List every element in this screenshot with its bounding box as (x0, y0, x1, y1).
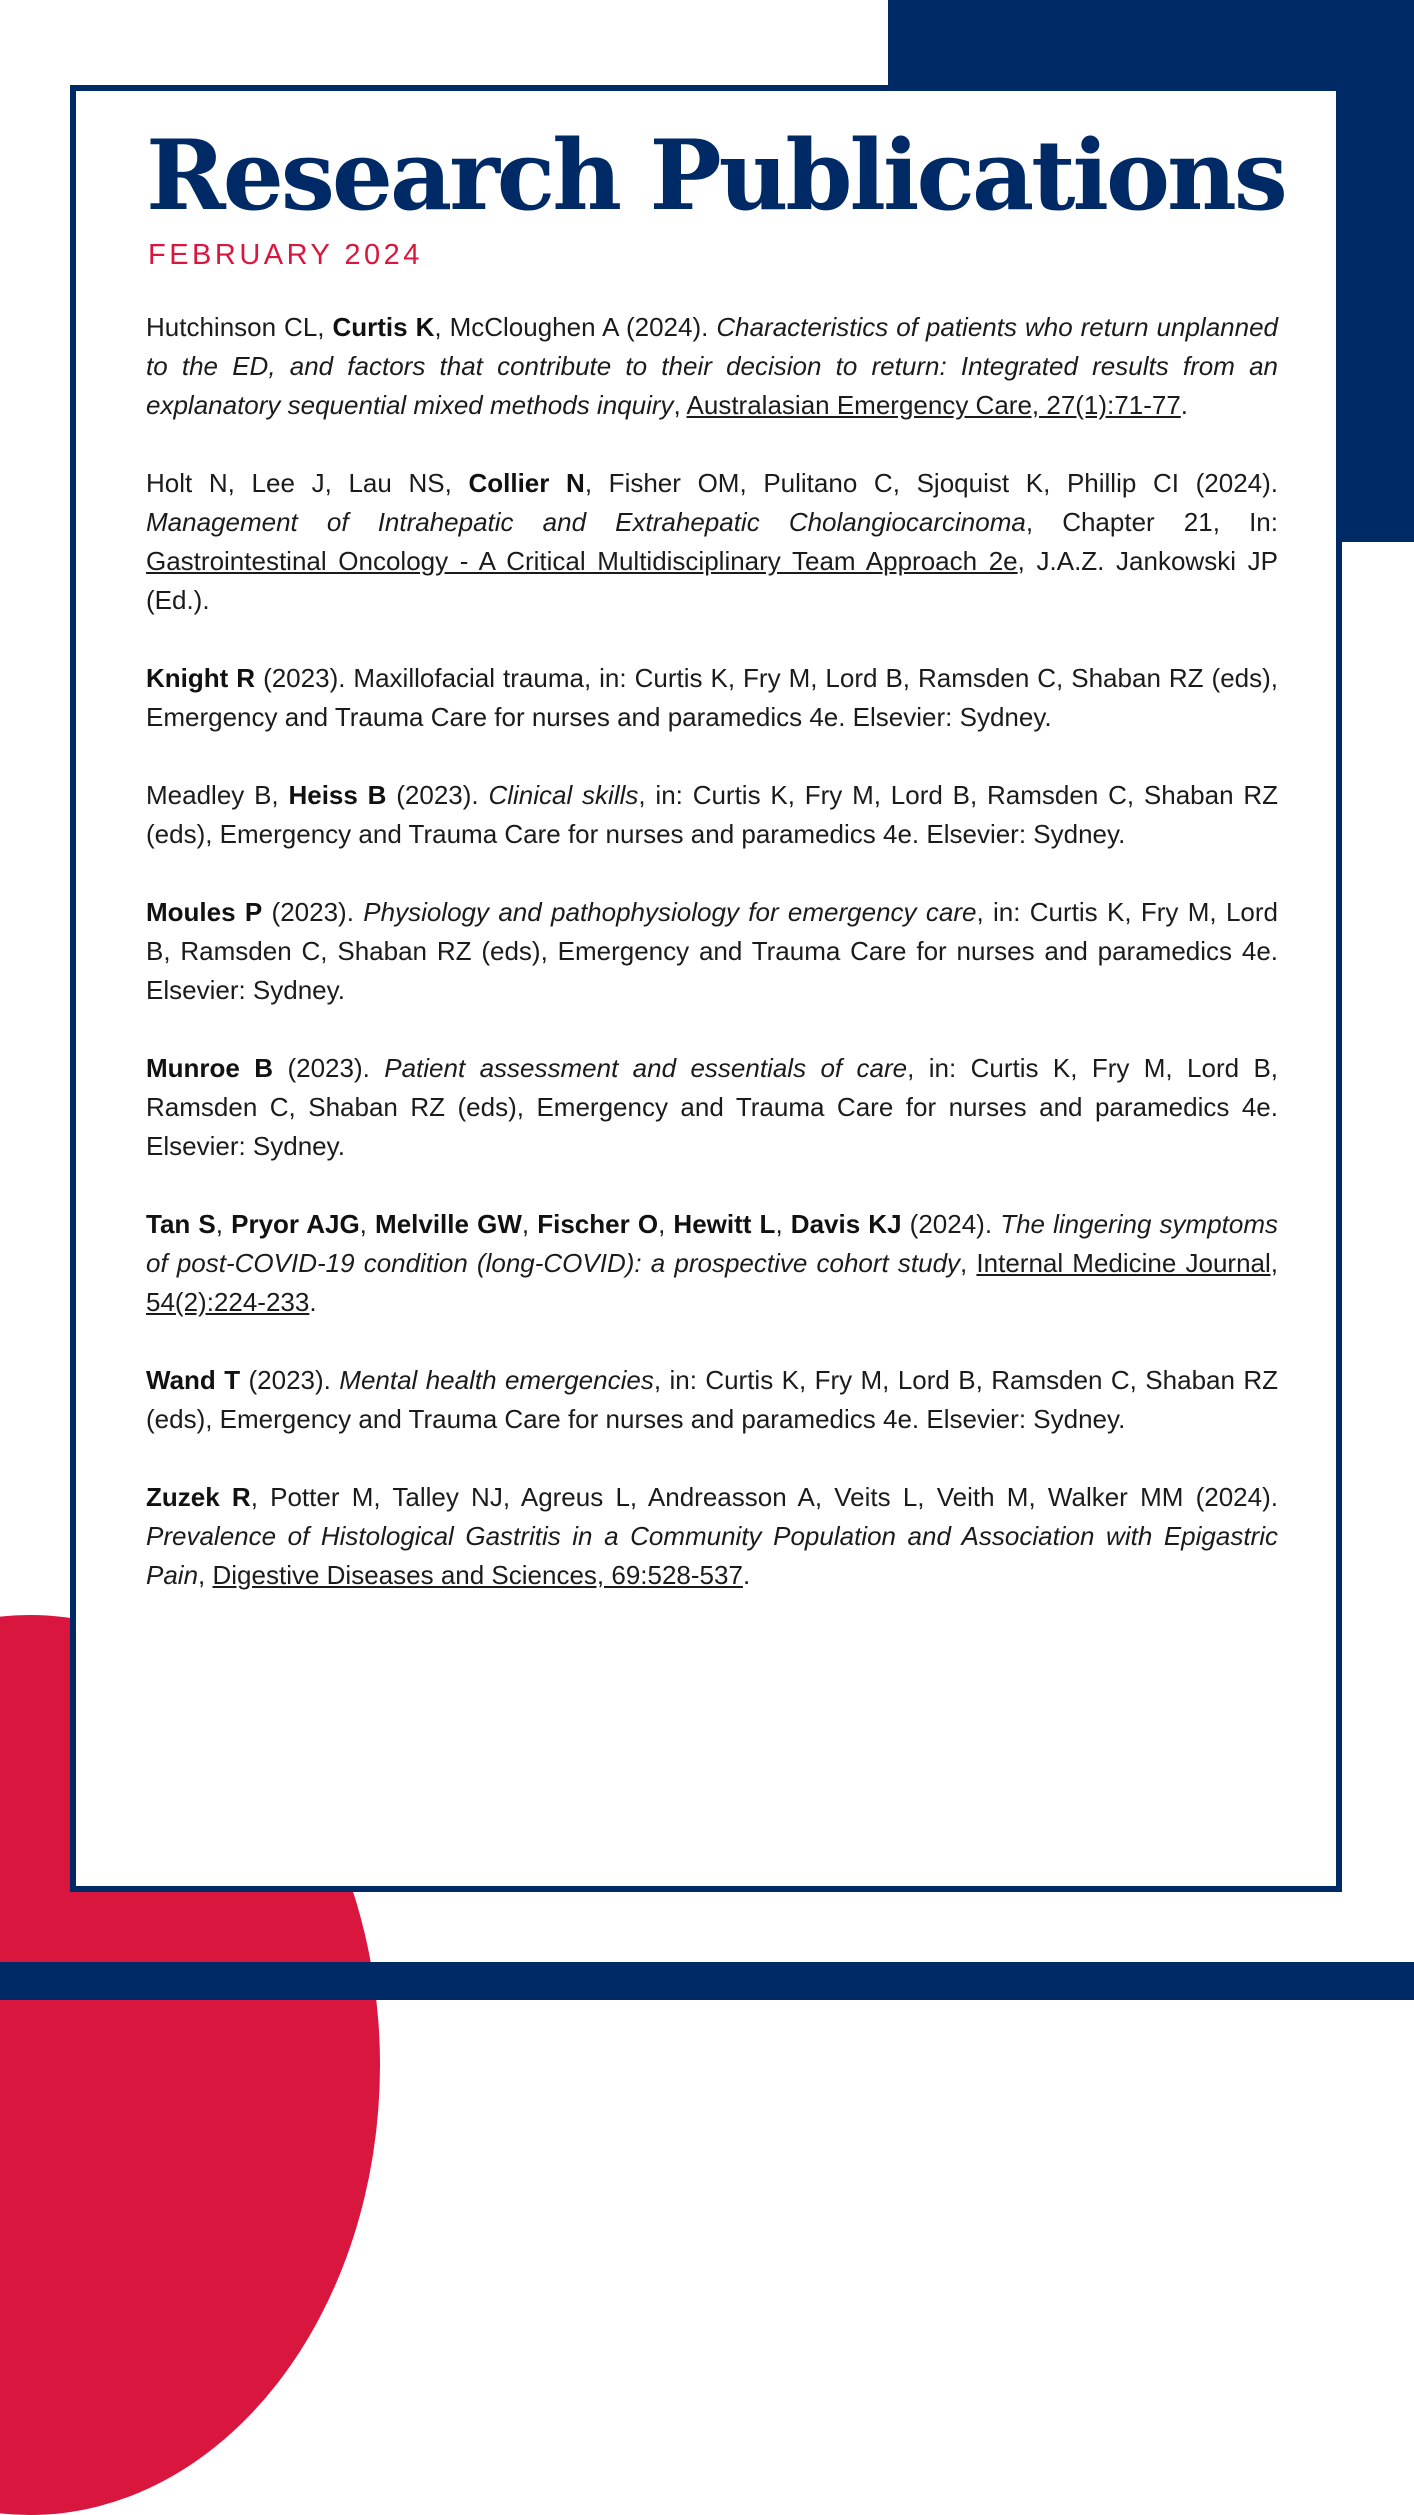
page-subtitle: FEBRUARY 2024 (148, 239, 423, 271)
highlighted-author: Melville GW (375, 1209, 522, 1239)
publication-item: Tan S, Pryor AJG, Melville GW, Fischer O, Hewitt L, Davis KJ (2024). The lingering symptoms of post-COVID-19 condition (long-COVID): a prospective cohort study, Internal Medicine Journal, 54(2):224-233. (146, 1209, 1278, 1317)
publication-item: Munroe B (2023). Patient assessment and essentials of care, in: Curtis K, Fry M, Lord B, Ramsden C, Shaban RZ (eds), Emergency and Trauma Care for nurses and paramedics 4e. Elsevier: Sydney. (146, 1053, 1279, 1161)
highlighted-author: Davis KJ (790, 1209, 902, 1239)
highlighted-author: Heiss B (288, 780, 387, 810)
publication-item: Wand T (2023). Mental health emergencies, in: Curtis K, Fry M, Lord B, Ramsden C, Shaban RZ (eds), Emergency and Trauma Care for nurses and paramedics 4e. Elsevier: Sydney. (146, 1365, 1279, 1434)
page-title: Research Publications (146, 119, 1285, 232)
highlighted-author: Knight R (146, 663, 256, 693)
publication-title: Patient assessment and essentials of care (384, 1053, 908, 1083)
page-content (146, 111, 1285, 1634)
publication-title: Management of Intrahepatic and Extrahepatic Cholangiocarcinoma (146, 507, 1026, 537)
decorative-navy-band (0, 1962, 1414, 2000)
journal-link[interactable]: Internal Medicine Journal, 54(2):224-233 (146, 1248, 1278, 1317)
highlighted-author: Pryor AJG (231, 1209, 360, 1239)
publication-title: Physiology and pathophysiology for emergency care (363, 897, 977, 927)
journal-link[interactable]: Australasian Emergency Care, 27(1):71-77 (686, 390, 1181, 420)
publication-title: Clinical skills (488, 780, 639, 810)
publication-item: Holt N, Lee J, Lau NS, Collier N, Fisher OM, Pulitano C, Sjoquist K, Phillip CI (2024). Management of Intrahepatic and Extrahepatic Cholangiocarcinoma, Chapter 21, In: Gastrointestinal Oncology - A Critical Multidisciplinary Team Approach 2e, J.A.Z. Jankowski JP (Ed.). (146, 468, 1278, 615)
publication-item: Meadley B, Heiss B (2023). Clinical skills, in: Curtis K, Fry M, Lord B, Ramsden C, Shaban RZ (eds), Emergency and Trauma Care for nurses and paramedics 4e. Elsevier: Sydney. (146, 780, 1279, 849)
highlighted-author: Fischer O (537, 1209, 659, 1239)
publication-item: Knight R (2023). Maxillofacial trauma, in: Curtis K, Fry M, Lord B, Ramsden C, Shaban RZ (eds), Emergency and Trauma Care for nurses and paramedics 4e. Elsevier: Sydney. (146, 663, 1278, 732)
highlighted-author: Hewitt L (673, 1209, 776, 1239)
publication-item: Moules P (2023). Physiology and pathophysiology for emergency care, in: Curtis K, Fry M, Lord B, Ramsden C, Shaban RZ (eds), Emergency and Trauma Care for nurses and paramedics 4e. Elsevier: Sydney. (146, 897, 1278, 1005)
highlighted-author: Curtis K (332, 312, 435, 342)
publication-title: Mental health emergencies (339, 1365, 654, 1395)
publication-list (146, 308, 1278, 1595)
publication-title: Characteristics of patients who return unplanned to the ED, and factors that contribute to their decision to return: Integrated results from an explanatory sequential mixed methods inquiry (146, 312, 1278, 420)
publication-item: Hutchinson CL, Curtis K, McCloughen A (2024). Characteristics of patients who return unplanned to the ED, and factors that contribute to their decision to return: Integrated results from an explanatory sequential mixed methods inquiry, Australasian Emergency Care, 27(1):71-77. (146, 312, 1278, 420)
highlighted-author: Tan S (146, 1209, 216, 1239)
content-frame (70, 85, 1342, 1892)
highlighted-author: Zuzek R (146, 1482, 251, 1512)
publication-title: Prevalence of Histological Gastritis in a Community Population and Association with Epigastric Pain (146, 1521, 1278, 1590)
highlighted-author: Munroe B (146, 1053, 274, 1083)
book-link[interactable]: Gastrointestinal Oncology - A Critical Multidisciplinary Team Approach 2e (146, 546, 1018, 576)
highlighted-author: Moules P (146, 897, 263, 927)
publication-title: The lingering symptoms of post-COVID-19 condition (long-COVID): a prospective cohort study (146, 1209, 1278, 1278)
journal-link[interactable]: Digestive Diseases and Sciences, 69:528-537 (212, 1560, 743, 1590)
publication-item: Zuzek R, Potter M, Talley NJ, Agreus L, Andreasson A, Veits L, Veith M, Walker MM (2024). Prevalence of Histological Gastritis in a Community Population and Association with Epigastric Pain, Digestive Diseases and Sciences, 69:528-537. (146, 1482, 1278, 1590)
highlighted-author: Collier N (468, 468, 585, 498)
highlighted-author: Wand T (146, 1365, 241, 1395)
